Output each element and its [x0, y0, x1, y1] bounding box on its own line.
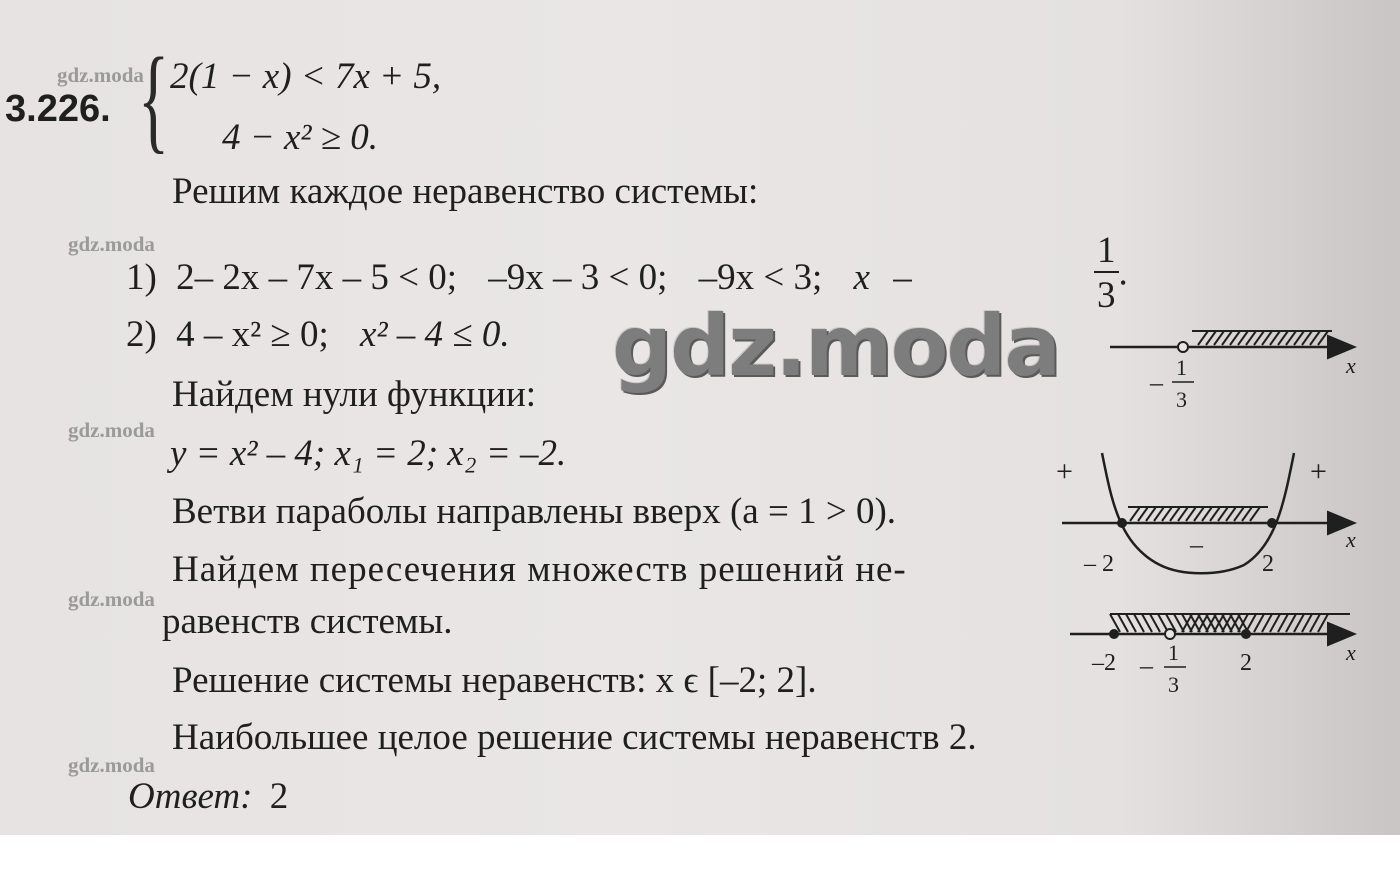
problem-number: 3.226. — [5, 88, 111, 130]
step2-part2: x² – 4 ≤ 0. — [360, 314, 510, 355]
system-brace: { — [138, 33, 170, 164]
root-point-right — [1267, 518, 1277, 528]
step1-fraction — [1094, 232, 1128, 314]
closed-point-two — [1241, 629, 1251, 639]
answer-line — [128, 775, 288, 818]
open-point-minus-third — [1178, 342, 1188, 352]
step1-frac-den: 3 — [1097, 275, 1116, 316]
root-point-left — [1117, 518, 1127, 528]
axis-label-x-1: x — [1346, 353, 1356, 378]
answer-label: Ответ: — [128, 776, 253, 817]
watermark-small-1: gdz.moda — [57, 63, 144, 87]
watermark-big: gdz.moda — [612, 297, 1060, 395]
number-line-diagram-1 — [1100, 325, 1370, 415]
step1-part3: –9x < 3; — [698, 257, 823, 298]
mid-point-sign: – — [1140, 651, 1153, 680]
step2-number: 2) — [126, 314, 157, 355]
step1-part2: –9x – 3 < 0; — [488, 257, 668, 298]
step1-number: 1) — [126, 257, 157, 298]
open-point-minus-third-3 — [1165, 629, 1175, 639]
closed-point-minus-two — [1109, 629, 1119, 639]
point-den-1: 3 — [1176, 387, 1187, 412]
solution-line: Решение системы неравенств: x ϵ [–2; 2]. — [172, 660, 817, 701]
intersection-line-1: Найдем пересечения множеств решений не- — [172, 549, 907, 590]
watermark-small-5: gdz.moda — [68, 753, 155, 777]
mid-point-num: 1 — [1168, 640, 1179, 665]
parabola-diagram — [1050, 445, 1370, 585]
intersection-diagram — [1060, 600, 1370, 700]
step1-line — [126, 256, 912, 299]
hatch-region-3 — [1110, 614, 1328, 632]
intro-text: Решим каждое неравенство системы: — [172, 171, 759, 212]
step1-frac-num: 1 — [1094, 232, 1119, 273]
mid-point-den: 3 — [1168, 672, 1179, 697]
right-root-label: 2 — [1262, 551, 1274, 577]
left-point-label: –2 — [1092, 650, 1116, 676]
point-num-1: 1 — [1176, 355, 1187, 380]
largest-integer-line: Наибольшее целое решение системы неравенств 2. — [172, 717, 977, 758]
axis-label-x-2: x — [1346, 527, 1356, 552]
point-sign-1: – — [1150, 368, 1163, 397]
watermark-small-3: gdz.moda — [68, 418, 155, 442]
minus-sign-inside: – — [1190, 530, 1203, 559]
hatch-region-2 — [1130, 507, 1260, 521]
right-point-label: 2 — [1240, 650, 1252, 676]
step2-part1: 4 – x² ≥ 0; — [176, 314, 329, 355]
parabola-note: Ветви параболы направлены вверх (a = 1 > 0). — [172, 491, 897, 532]
step1-var: x — [853, 257, 870, 298]
step1-part1: 2– 2x – 7x – 5 < 0; — [176, 257, 457, 298]
step1-end: . — [1118, 252, 1128, 294]
system-line-2: 4 − x² ≥ 0. — [222, 117, 379, 158]
plus-sign-left: + — [1056, 455, 1073, 488]
hatch-region-1 — [1198, 331, 1328, 345]
watermark-small-4: gdz.moda — [68, 587, 155, 611]
step1-sign: – — [893, 257, 912, 298]
system-line-1: 2(1 − x) < 7x + 5, — [170, 56, 442, 97]
step2-line — [126, 313, 510, 356]
intersection-line-2: равенств системы. — [162, 601, 453, 642]
axis-label-x-3: x — [1346, 640, 1356, 665]
left-root-label: – 2 — [1084, 551, 1114, 577]
watermark-small-2: gdz.moda — [68, 232, 155, 256]
answer-value: 2 — [269, 776, 289, 817]
zeros-line: y = x² – 4; x₁ = 2; x₂ = –2. — [170, 433, 567, 474]
plus-sign-right: + — [1310, 455, 1327, 488]
zeros-heading: Найдем нули функции: — [172, 374, 537, 415]
